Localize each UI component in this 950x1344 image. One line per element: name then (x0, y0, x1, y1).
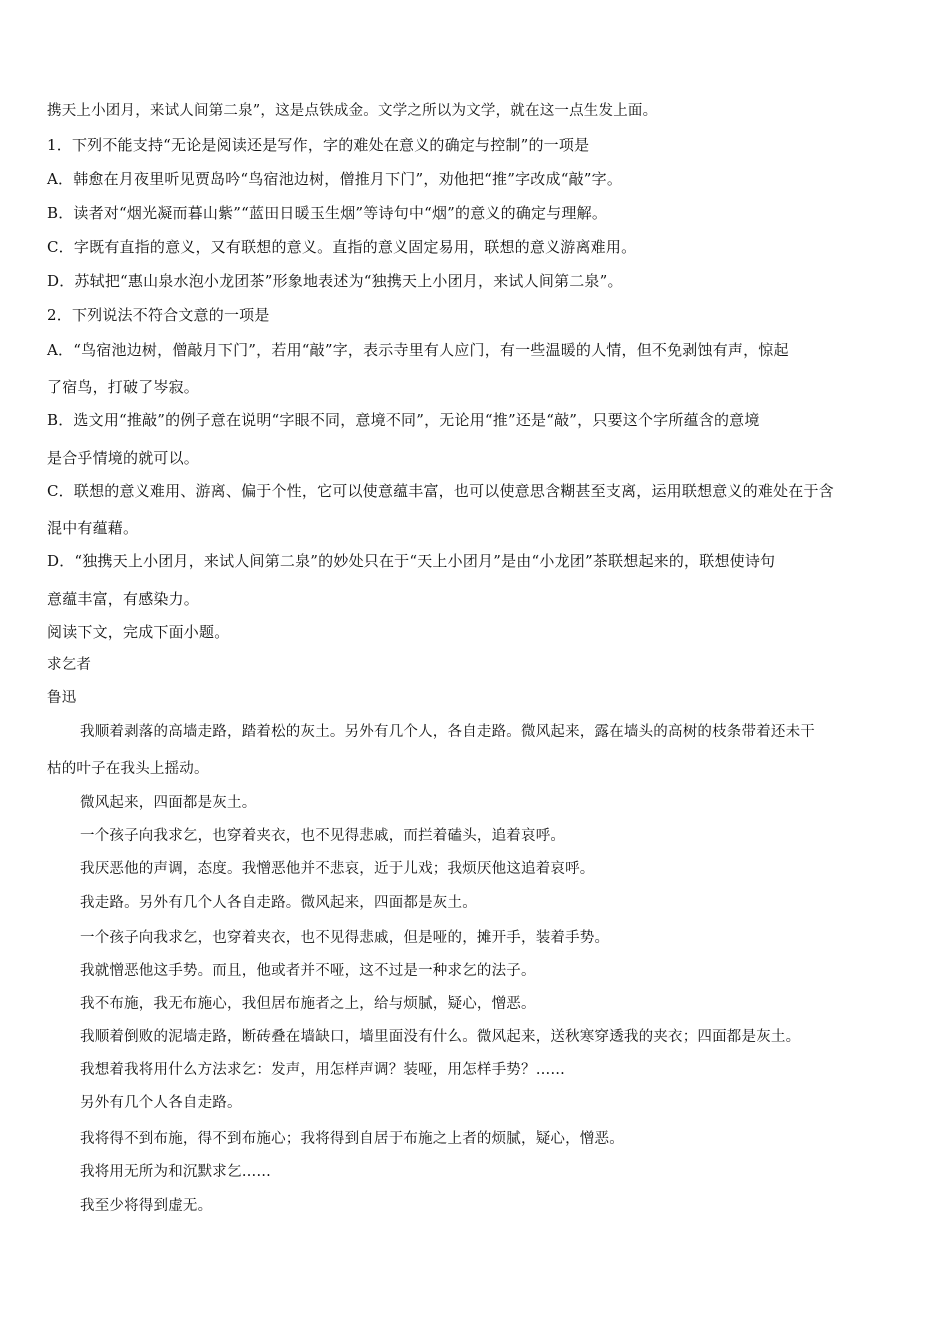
q2-option-b: B．选文用“推敲”的例子意在说明“字眼不同，意境不同”，无论用“推”还是“敲”，只要这个字所蕴含的意境 (47, 411, 760, 429)
q2-option-d: D．“独携天上小团月，来试人间第二泉”的妙处只在于“天上小团月”是由“小龙团”茶联想起来的，联想使诗句 (47, 552, 776, 570)
passage-paragraph: 一个孩子向我求乞，也穿着夹衣，也不见得悲戚，而拦着磕头，追着哀呼。 (80, 828, 566, 844)
q2-option-d-cont: 意蕴丰富，有感染力。 (47, 590, 200, 608)
reading-instruction: 阅读下文，完成下面小题。 (47, 623, 230, 641)
q2-option-c: C．联想的意义难用、游离、偏于个性，它可以使意蕴丰富，也可以使意思含糊甚至支离，运用联想意义的难处在于含 (47, 482, 834, 500)
passage-paragraph: 我就憎恶他这手势。而且，他或者并不哑，这不过是一种求乞的法子。 (80, 963, 536, 979)
q2-option-a-cont: 了宿鸟，打破了岑寂。 (47, 378, 200, 396)
q1-option-b: B．读者对“烟光凝而暮山紫”“蓝田日暖玉生烟”等诗句中“烟”的意义的确定与理解。 (47, 204, 608, 222)
passage-paragraph: 我想着我将用什么方法求乞：发声，用怎样声调？装哑，用怎样手势？…… (80, 1062, 566, 1078)
question-2-stem: 2．下列说法不符合文意的一项是 (47, 306, 270, 324)
q1-option-a: A．韩愈在月夜里听见贾岛吟“鸟宿池边树，僧推月下门”，劝他把“推”字改成“敲”字。 (47, 170, 623, 188)
passage-paragraph: 我至少将得到虚无。 (80, 1198, 213, 1214)
passage-paragraph-cont: 枯的叶子在我头上摇动。 (47, 761, 209, 777)
q1-option-d: D．苏轼把“惠山泉水泡小龙团茶”形象地表述为“独携天上小团月，来试人间第二泉”。 (47, 272, 623, 290)
text-line: 携天上小团月，来试人间第二泉”，这是点铁成金。文学之所以为文学，就在这一点生发上面。 (47, 103, 658, 119)
passage-paragraph: 我顺着剥落的高墙走路，踏着松的灰土。另外有几个人，各自走路。微风起来，露在墙头的高树的枝条带着还未干 (80, 724, 815, 740)
passage-paragraph: 我不布施，我无布施心，我但居布施者之上，给与烦腻，疑心，憎恶。 (80, 996, 536, 1012)
passage-paragraph: 一个孩子向我求乞，也穿着夹衣，也不见得悲戚，但是哑的，摊开手，装着手势。 (80, 930, 610, 946)
passage-paragraph: 微风起来，四面都是灰土。 (80, 795, 257, 811)
passage-title: 求乞者 (47, 657, 92, 673)
passage-paragraph: 我将用无所为和沉默求乞…… (80, 1164, 272, 1180)
passage-author: 鲁迅 (47, 690, 77, 706)
passage-paragraph: 我走路。另外有几个人各自走路。微风起来，四面都是灰土。 (80, 895, 477, 911)
passage-paragraph: 我将得不到布施，得不到布施心；我将得到自居于布施之上者的烦腻，疑心，憎恶。 (80, 1131, 624, 1147)
passage-paragraph: 我厌恶他的声调，态度。我憎恶他并不悲哀，近于儿戏；我烦厌他这追着哀呼。 (80, 861, 595, 877)
q2-option-b-cont: 是合乎情境的就可以。 (47, 449, 200, 467)
q2-option-a: A．“鸟宿池边树，僧敲月下门”，若用“敲”字，表示寺里有人应门，有一些温暖的人情，但不免剥蚀有声，惊起 (47, 341, 789, 359)
q2-option-c-cont: 混中有蕴藉。 (47, 519, 139, 537)
question-1-stem: 1．下列不能支持“无论是阅读还是写作，字的难处在意义的确定与控制”的一项是 (47, 136, 590, 154)
q1-option-c: C．字既有直指的意义，又有联想的意义。直指的意义固定易用，联想的意义游离难用。 (47, 238, 637, 256)
passage-paragraph: 另外有几个人各自走路。 (80, 1095, 242, 1111)
passage-paragraph: 我顺着倒败的泥墙走路，断砖叠在墙缺口，墙里面没有什么。微风起来，送秋寒穿透我的夹衣；四面都是灰土。 (80, 1029, 801, 1045)
